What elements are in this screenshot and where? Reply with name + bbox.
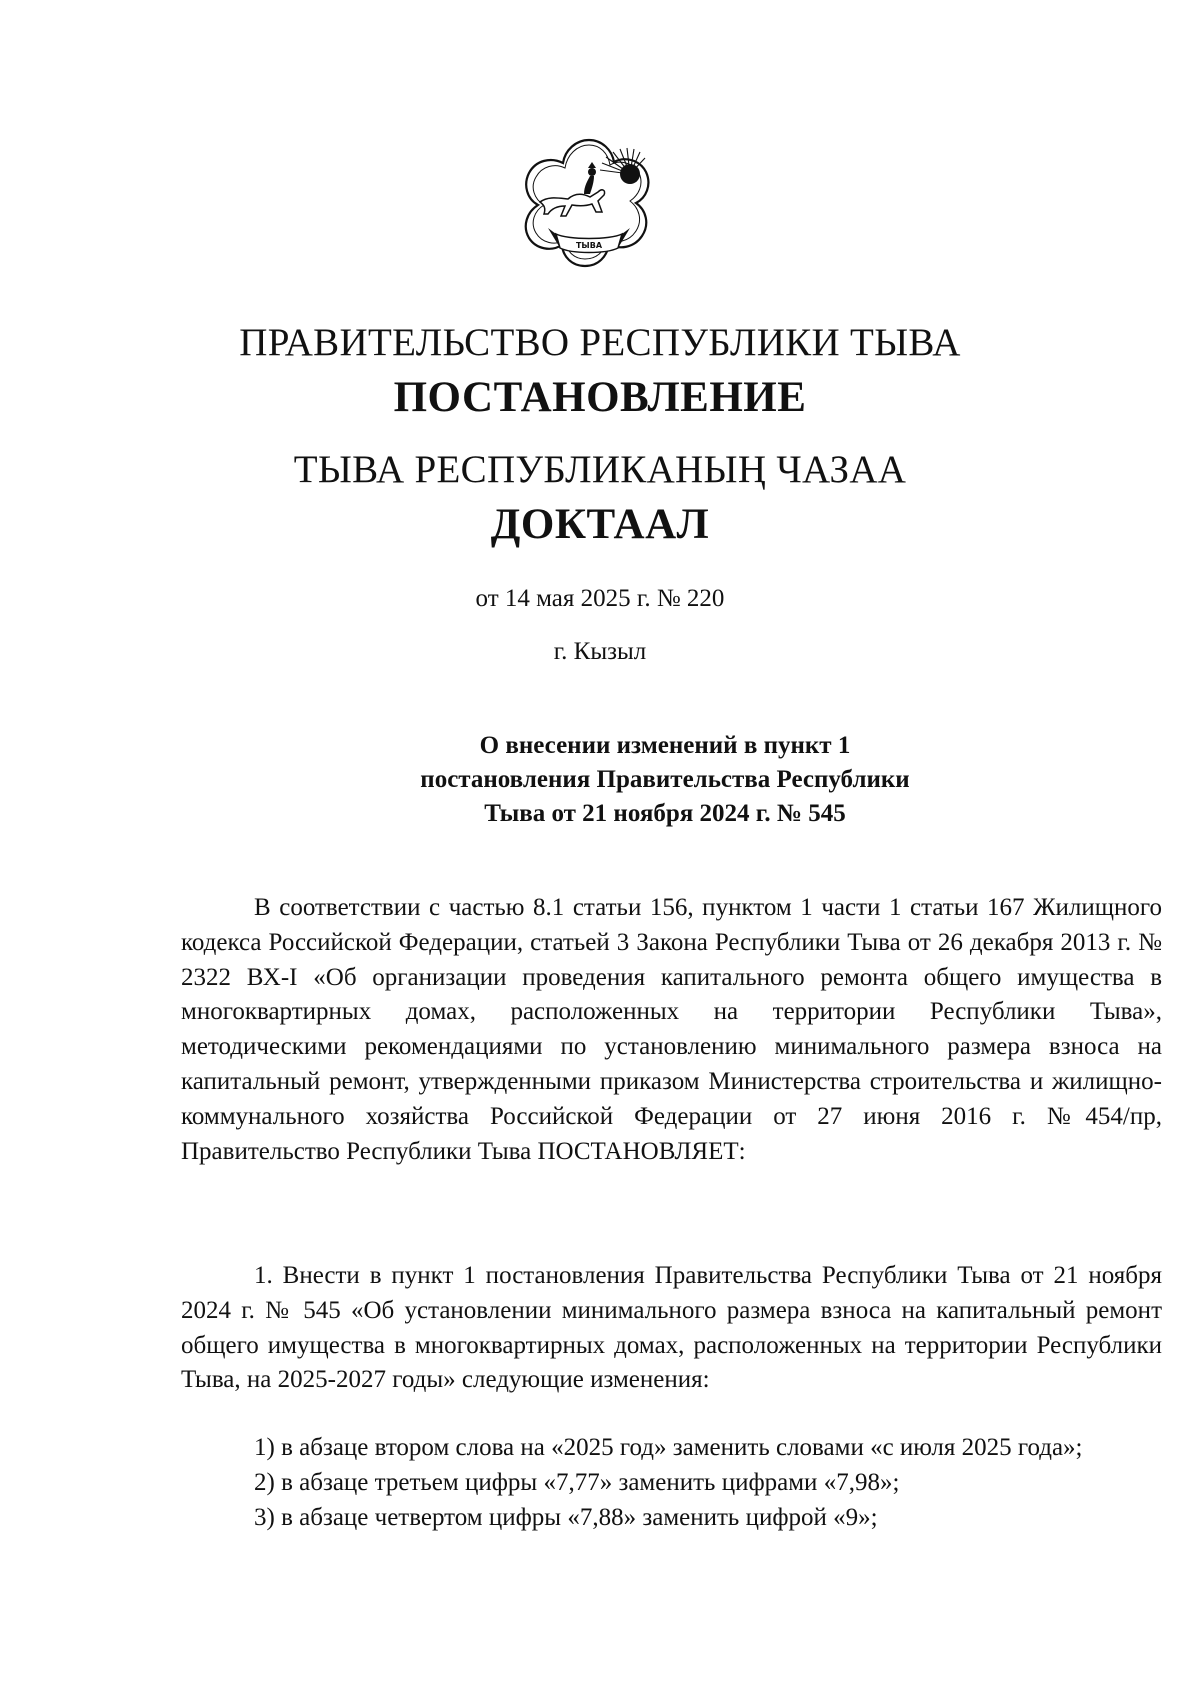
title-line: Тыва от 21 ноября 2024 г. № 545 [484, 800, 846, 827]
preamble-section [181, 891, 1162, 1169]
government-name-tyv: ТЫВА РЕСПУБЛИКАНЫҢ ЧАЗАА [293, 448, 907, 491]
title-line: постановления Правительства Республики [420, 766, 910, 793]
document-city: г. Кызыл [553, 638, 647, 665]
list-item: 2) в абзаце третьем цифры «7,77» заменить цифрами «7,98»; [254, 1468, 900, 1496]
list-item: 3) в абзаце четвертом цифры «7,88» заменить цифрой «9»; [254, 1503, 878, 1531]
svg-text:ТЫВА: ТЫВА [575, 241, 603, 250]
government-name-ru: ПРАВИТЕЛЬСТВО РЕСПУБЛИКИ ТЫВА [239, 321, 961, 364]
preamble-paragraph: В соответствии с частью 8.1 статьи 156, пунктом 1 части 1 статьи 167 Жилищного кодекса Российской Федерации, статьей 3 Закона Республики Тыва от 26 декабря 2013 г. № 2322 ВХ-I «Об организации проведения капитального ремонта общего имущества в многоквартирных домах, расположенных на территории Республики Тыва», методическими рекомендациями по установлению минимального размера взноса на капитальный ремонт, утвержденными приказом Министерства строительства и жилищно-коммунального хозяйства Российской Федерации от 27 июня 2016 г. №454/пр, Правительство Республики Тыва ПОСТАНОВЛЯЕТ: [181, 894, 1162, 1165]
subitems-list [181, 1431, 1162, 1535]
point-1-section [181, 1259, 1162, 1398]
document-type-ru: ПОСТАНОВЛЕНИЕ [393, 374, 807, 421]
document-type-tyv: ДОКТААЛ [490, 501, 710, 548]
point-1-paragraph: 1. Внести в пункт 1 постановления Правительства Республики Тыва от 21 ноября 2024 г. № 545 «Об установлении минимального размера взноса на капитальный ремонт общего имущества в многоквартирных домах, расположенных на территории Республики Тыва, на 2025-2027 годы» следующие изменения: [181, 1262, 1162, 1394]
document-date-number: от 14 мая 2025 г. № 220 [475, 585, 725, 612]
list-item: 1) в абзаце втором слова на «2025 год» заменить словами «с июля 2025 года»; [254, 1434, 1083, 1461]
document-title [360, 729, 970, 831]
emblem-of-tuva [518, 132, 660, 274]
title-line: О внесении изменений в пункт 1 [479, 732, 851, 759]
